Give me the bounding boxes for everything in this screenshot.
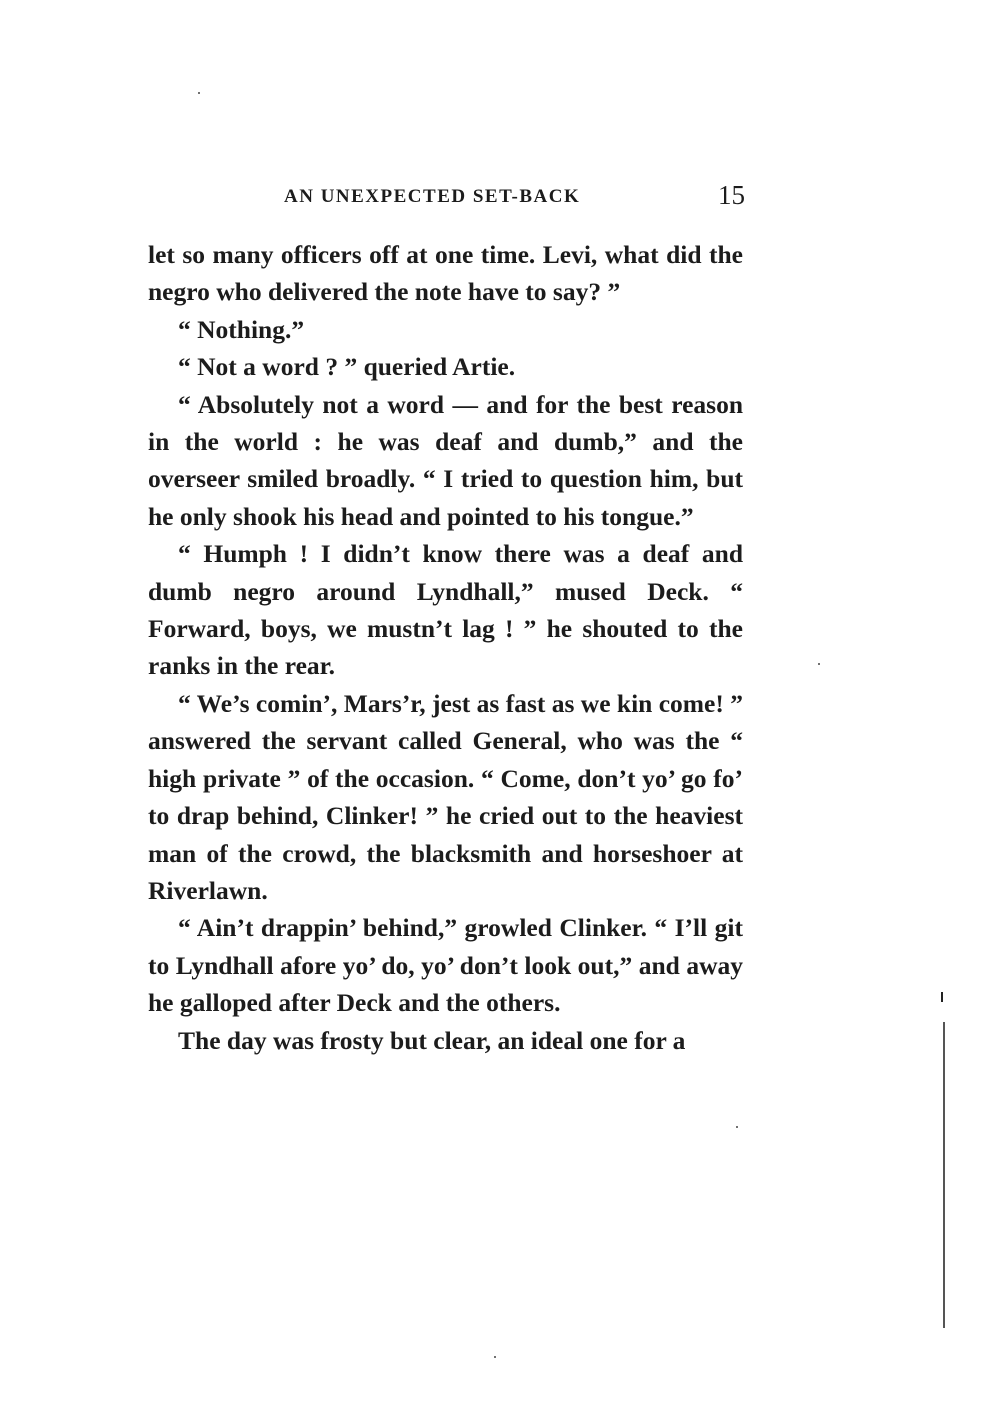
scan-edge-line — [943, 1022, 945, 1328]
scan-speck — [736, 1126, 738, 1128]
running-title: AN UNEXPECTED SET-BACK — [284, 186, 581, 207]
paragraph: “ Absolutely not a word — and for the best reason in the world : he was deaf and dumb,” and the overseer smiled broadly. “ I tried to question him, but he only shook his head and pointed to his tongue.” — [148, 389, 743, 531]
page-number: 15 — [718, 180, 745, 210]
body-text — [148, 236, 743, 1059]
paragraph: The day was frosty but clear, an ideal one for a — [178, 1025, 686, 1055]
paragraph: let so many officers off at one time. Levi, what did the negro who delivered the note have to say? ” — [148, 240, 743, 307]
running-head — [148, 180, 745, 216]
scan-speck — [494, 1356, 496, 1358]
paragraph: “ We’s comin’, Mars’r, jest as fast as we kin come! ” answered the servant called General, who was the “ high private ” of the occasion. “ Come, don’t yo’ go fo’ to drap behind, Clinker! ” he cried out to the heaviest man of the crowd, the blacksmith and horseshoer at Riverlawn. — [148, 688, 743, 905]
scan-speck — [818, 663, 820, 665]
paragraph: “ Humph ! I didn’t know there was a deaf and dumb negro around Lyndhall,” mused Deck. “ Forward, boys, we mustn’t lag ! ” he shouted to the ranks in the rear. — [148, 539, 743, 681]
scan-edge-mark — [941, 992, 943, 1002]
paragraph: “ Ain’t drappin’ behind,” growled Clinker. “ I’ll git to Lyndhall afore yo’ do, yo’ don’t look out,” and away he galloped after Deck and the others. — [148, 913, 743, 1018]
scan-speck — [198, 92, 200, 94]
paragraph: “ Nothing.” — [178, 314, 305, 344]
paragraph: “ Not a word ? ” queried Artie. — [178, 352, 516, 382]
